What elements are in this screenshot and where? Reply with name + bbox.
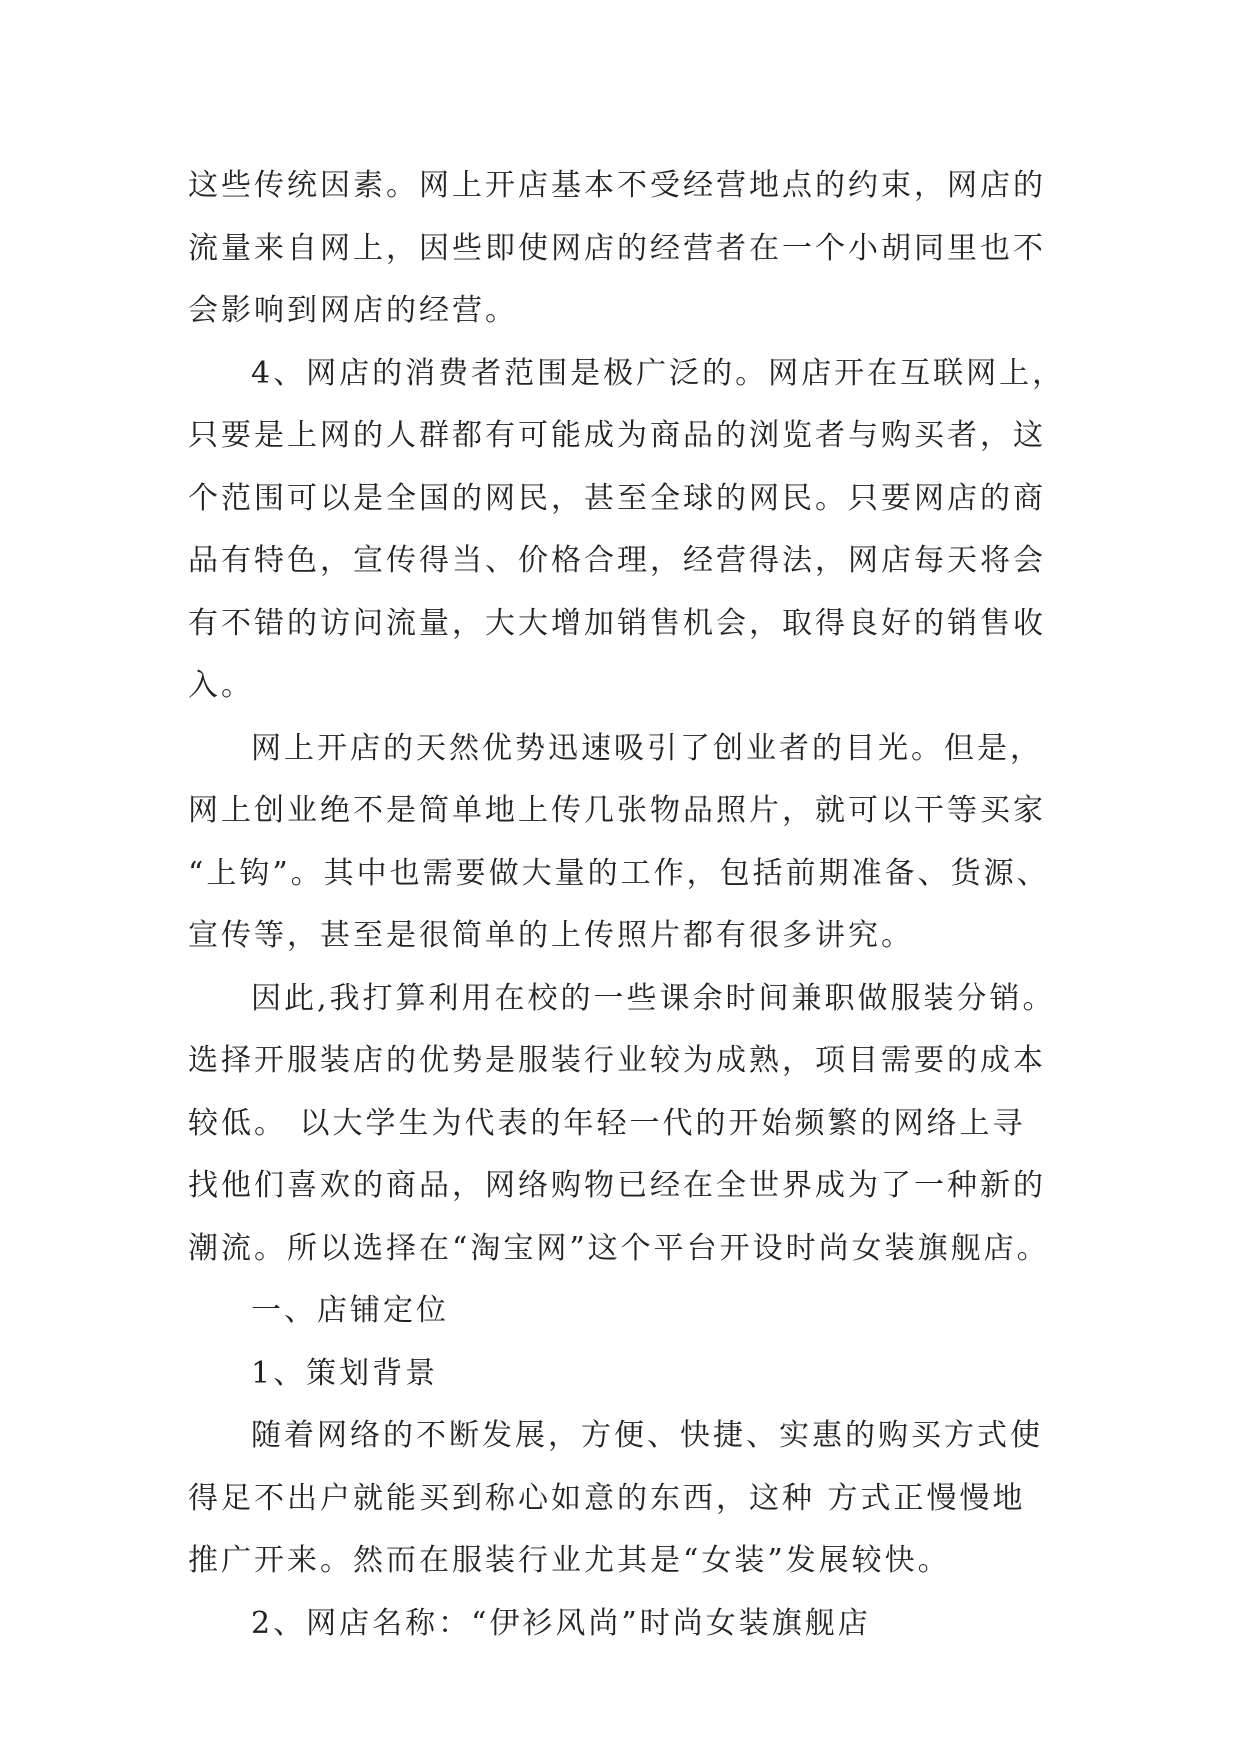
text-line: 找他们喜欢的商品，网络购物已经在全世界成为了一种新的 bbox=[188, 1168, 1046, 1203]
text-line: 因此,我打算利用在校的一些课余时间兼职做服装分销。 bbox=[251, 980, 1056, 1016]
text-line: 宣传等，甚至是很简单的上传照片都有很多讲究。 bbox=[188, 918, 914, 953]
text-line: 1、策划背景 bbox=[251, 1355, 439, 1391]
text-line: 网上创业绝不是简单地上传几张物品照片，就可以干等买家 bbox=[188, 793, 1046, 828]
text-line: 只要是上网的人群都有可能成为商品的浏览者与购买者，这 bbox=[188, 418, 1046, 453]
text-line: 4、网店的消费者范围是极广泛的。网店开在互联网上， bbox=[251, 355, 1066, 391]
text-line: 较低。 以大学生为代表的年轻一代的开始频繁的网络上寻 bbox=[188, 1105, 1026, 1141]
text-line: 2、网店名称：“伊衫风尚”时尚女装旗舰店 bbox=[251, 1605, 871, 1641]
document-body bbox=[188, 155, 1068, 1655]
paragraph bbox=[188, 343, 1068, 718]
text-line: 潮流。所以选择在“淘宝网”这个平台开设时尚女装旗舰店。 bbox=[188, 1230, 1050, 1266]
text-line: 一、店铺定位 bbox=[251, 1293, 449, 1328]
paragraph bbox=[188, 718, 1068, 968]
text-line: 得足不出户就能买到称心如意的东西，这种 方式正慢慢地 bbox=[188, 1480, 1026, 1516]
section-heading bbox=[188, 1280, 1068, 1343]
text-line: 随着网络的不断发展，方便、快捷、实惠的购买方式使 bbox=[251, 1418, 1043, 1453]
paragraph bbox=[188, 1405, 1068, 1593]
text-line: 这些传统因素。网上开店基本不受经营地点的约束，网店的 bbox=[188, 168, 1046, 203]
text-line: 个范围可以是全国的网民，甚至全球的网民。只要网店的商 bbox=[188, 480, 1046, 516]
text-line: 会影响到网店的经营。 bbox=[188, 293, 518, 328]
text-line: 网上开店的天然优势迅速吸引了创业者的目光。但是， bbox=[251, 730, 1043, 766]
text-line: 流量来自网上，因些即使网店的经营者在一个小胡同里也不 bbox=[188, 230, 1046, 266]
text-line: 有不错的访问流量，大大增加销售机会，取得良好的销售收 bbox=[188, 605, 1046, 641]
text-line: 品有特色，宣传得当、价格合理，经营得法，网店每天将会 bbox=[188, 543, 1046, 578]
paragraph bbox=[188, 968, 1068, 1281]
subsection-heading bbox=[188, 1343, 1068, 1406]
paragraph bbox=[188, 155, 1068, 343]
text-line: 入。 bbox=[188, 668, 254, 703]
text-line: 推广开来。然而在服装行业尤其是“女装”发展较快。 bbox=[188, 1543, 951, 1578]
subsection-heading bbox=[188, 1593, 1068, 1656]
text-line: “上钩”。其中也需要做大量的工作，包括前期准备、货源、 bbox=[188, 855, 1050, 891]
text-line: 选择开服装店的优势是服装行业较为成熟，项目需要的成本 bbox=[188, 1043, 1046, 1078]
